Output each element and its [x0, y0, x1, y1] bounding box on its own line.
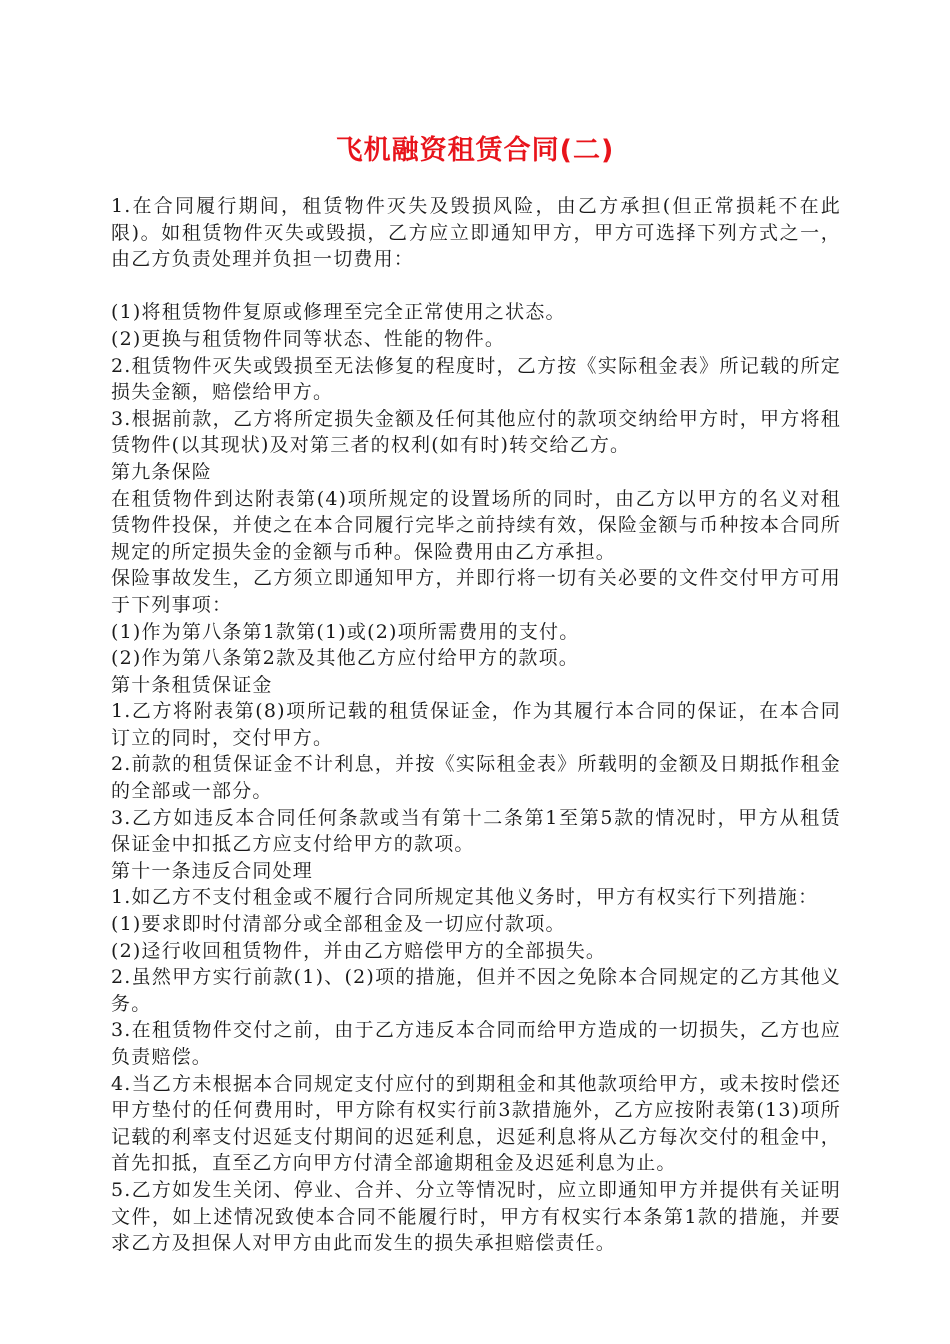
blank-line: [111, 273, 841, 300]
paragraph: (2)迳行收回租赁物件，并由乙方赔偿甲方的全部损失。: [111, 939, 607, 962]
paragraph: 3.根据前款，乙方将所定损失金额及任何其他应付的款项交纳给甲方时，甲方将租赁物件(以其现状)及对第三者的权利(如有时)转交给乙方。: [111, 407, 841, 457]
paragraph: (1)要求即时付清部分或全部租金及一切应付款项。: [111, 913, 566, 936]
paragraph: (2)作为第八条第2款及其他乙方应付给甲方的款项。: [111, 647, 580, 670]
paragraph: 2.虽然甲方实行前款(1)、(2)项的措施，但并不因之免除本合同规定的乙方其他义务。: [111, 966, 841, 1015]
paragraph: 4.当乙方未根据本合同规定支付应付的到期租金和其他款项给甲方，或未按时偿还甲方垫付的任何费用时，甲方除有权实行前3款措施外，乙方应按附表第(13)项所记载的利率支付迟延支付期间的迟延利息，迟延利息将从乙方每次交付的租金中，首先扣抵，直至乙方向甲方付清全部逾期租金及迟延利息为止。: [111, 1072, 841, 1175]
paragraph: 5.乙方如发生关闭、停业、合并、分立等情况时，应立即通知甲方并提供有关证明文件，如上述情况致使本合同不能履行时，甲方有权实行本条第1款的措施，并要求乙方及担保人对甲方由此而发生的损失承担赔偿责任。: [111, 1178, 841, 1255]
document-title: 飞机融资租赁合同(二): [335, 135, 615, 166]
paragraph: (1)将租赁物件复原或修理至完全正常使用之状态。: [111, 301, 566, 324]
paragraph: 第十条租赁保证金: [111, 673, 273, 696]
document-body: [111, 193, 841, 1257]
paragraph: 1.如乙方不支付租金或不履行合同所规定其他义务时，甲方有权实行下列措施：: [111, 886, 819, 909]
paragraph: 保险事故发生，乙方须立即通知甲方，并即行将一切有关必要的文件交付甲方可用于下列事项：: [111, 567, 841, 616]
paragraph: (1)作为第八条第1款第(1)或(2)项所需费用的支付。: [111, 620, 580, 643]
paragraph: 第九条保险: [111, 460, 213, 483]
paragraph: 在租赁物件到达附表第(4)项所规定的设置场所的同时，由乙方以甲方的名义对租赁物件投保，并使之在本合同履行完毕之前持续有效，保险金额与币种按本合同所规定的所定损失金的金额与币种。保险费用由乙方承担。: [111, 487, 841, 563]
paragraph: (2)更换与租赁物件同等状态、性能的物件。: [111, 327, 506, 350]
paragraph: 3.在租赁物件交付之前，由于乙方违反本合同而给甲方造成的一切损失，乙方也应负责赔偿。: [111, 1019, 841, 1068]
paragraph: 2.租赁物件灭失或毁损至无法修复的程度时，乙方按《实际租金表》所记载的所定损失金额，赔偿给甲方。: [111, 354, 841, 404]
paragraph: 2.前款的租赁保证金不计利息，并按《实际租金表》所载明的金额及日期抵作租金的全部或一部分。: [111, 753, 841, 803]
paragraph: 1.在合同履行期间，租赁物件灭失及毁损风险，由乙方承担(但正常损耗不在此限)。如租赁物件灭失或毁损，乙方应立即通知甲方，甲方可选择下列方式之一，由乙方负责处理并负担一切费用：: [111, 195, 841, 271]
paragraph: 第十一条违反合同处理: [111, 859, 314, 882]
paragraph: 3.乙方如违反本合同任何条款或当有第十二条第1至第5款的情况时，甲方从租赁保证金中扣抵乙方应支付给甲方的款项。: [111, 806, 841, 856]
paragraph: 1.乙方将附表第(8)项所记载的租赁保证金，作为其履行本合同的保证，在本合同订立的同时，交付甲方。: [111, 700, 841, 749]
